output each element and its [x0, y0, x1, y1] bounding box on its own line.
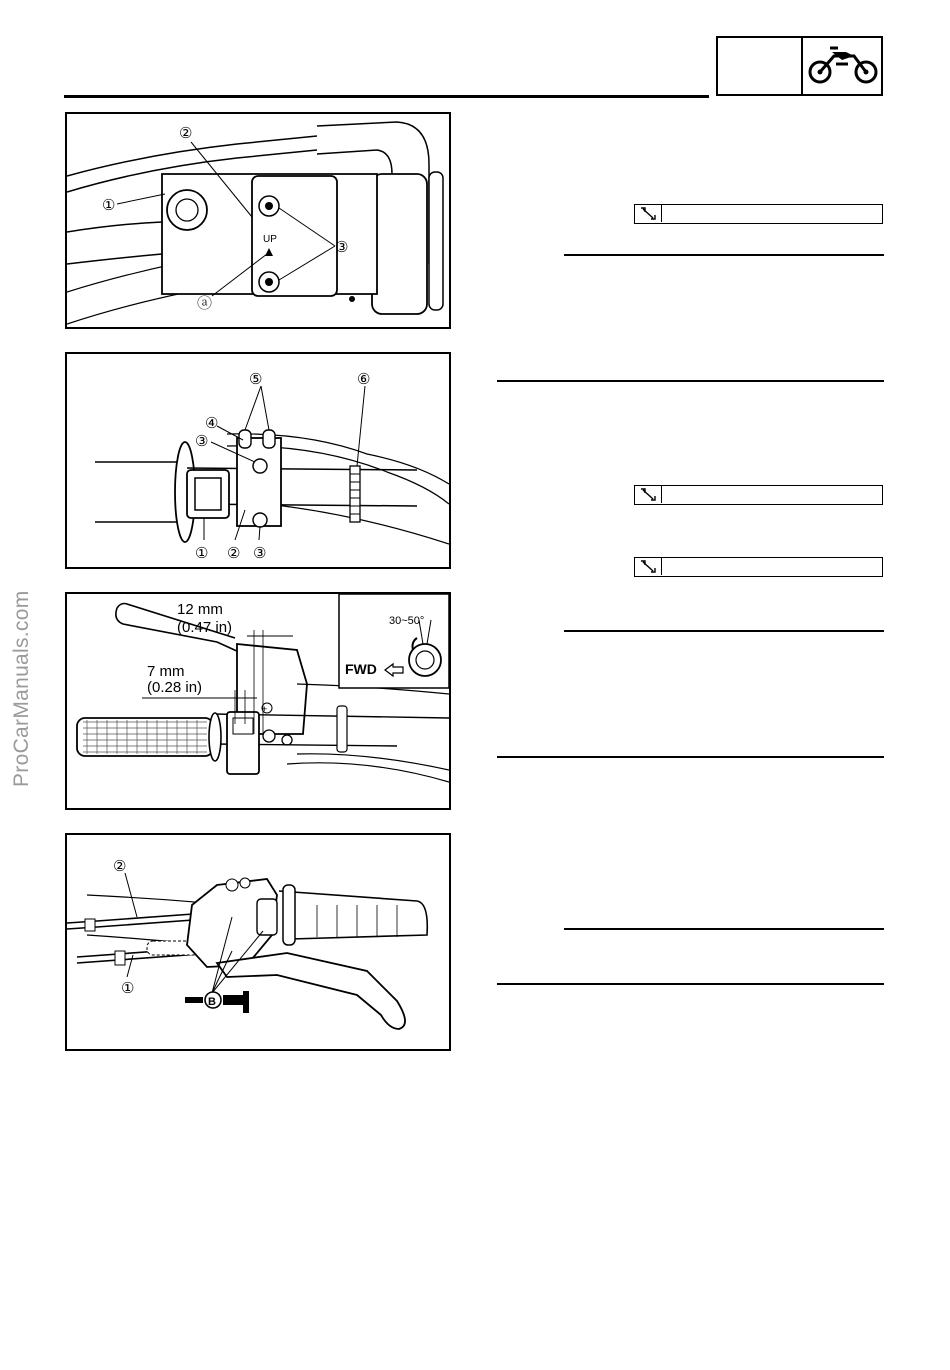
- callout-3-lower: ③: [253, 545, 267, 562]
- callout-1: ①: [121, 980, 135, 997]
- section-rule: [564, 254, 884, 256]
- section-rule: [564, 630, 884, 632]
- dimension-7mm-inches: (0.28 in): [147, 679, 203, 696]
- wrench-icon: [635, 558, 662, 575]
- figure-4-cable-installation: [65, 833, 451, 1051]
- dimension-7mm: 7 mm: [147, 663, 185, 680]
- svg-text:+: +: [262, 704, 268, 714]
- dimension-12mm-inches: (0.47 in): [177, 619, 233, 636]
- wrench-icon: [635, 486, 662, 503]
- wrench-icon: [635, 205, 662, 222]
- callout-a: ⓐ: [197, 295, 213, 312]
- callout-2: ②: [227, 545, 241, 562]
- grease-symbol-letter: B: [208, 996, 216, 1008]
- section-tab-divider: [801, 36, 803, 96]
- grease-symbol-icon: [185, 991, 249, 1013]
- callout-4: ④: [205, 415, 219, 432]
- callout-3-upper: ③: [195, 433, 209, 450]
- callout-6: ⑥: [357, 371, 371, 388]
- figure-3-lever-holder-position: [65, 592, 451, 810]
- callout-1: ①: [102, 197, 116, 214]
- torque-spec-box-1: [634, 204, 883, 224]
- up-marking: UP: [263, 234, 277, 245]
- callout-3: ③: [335, 239, 349, 256]
- torque-spec-box-2: [634, 485, 883, 505]
- angle-label: 30~50°: [389, 615, 425, 627]
- section-rule: [497, 756, 884, 758]
- section-rule: [497, 380, 884, 382]
- torque-spec-box-3: [634, 557, 883, 577]
- section-rule: [497, 983, 884, 985]
- header-rule: [64, 95, 709, 98]
- dimension-12mm: 12 mm: [177, 601, 223, 618]
- section-rule: [564, 928, 884, 930]
- motorcycle-icon: [806, 42, 880, 90]
- fwd-label: FWD: [345, 661, 377, 677]
- figure-1-brake-master-cylinder: [65, 112, 451, 329]
- watermark: ProCarManuals.com: [10, 590, 33, 787]
- callout-2: ②: [113, 858, 127, 875]
- callout-1: ①: [195, 545, 209, 562]
- callout-5: ⑤: [249, 371, 263, 388]
- figure-2-handlebar-switch: [65, 352, 451, 569]
- callout-2: ②: [179, 125, 193, 142]
